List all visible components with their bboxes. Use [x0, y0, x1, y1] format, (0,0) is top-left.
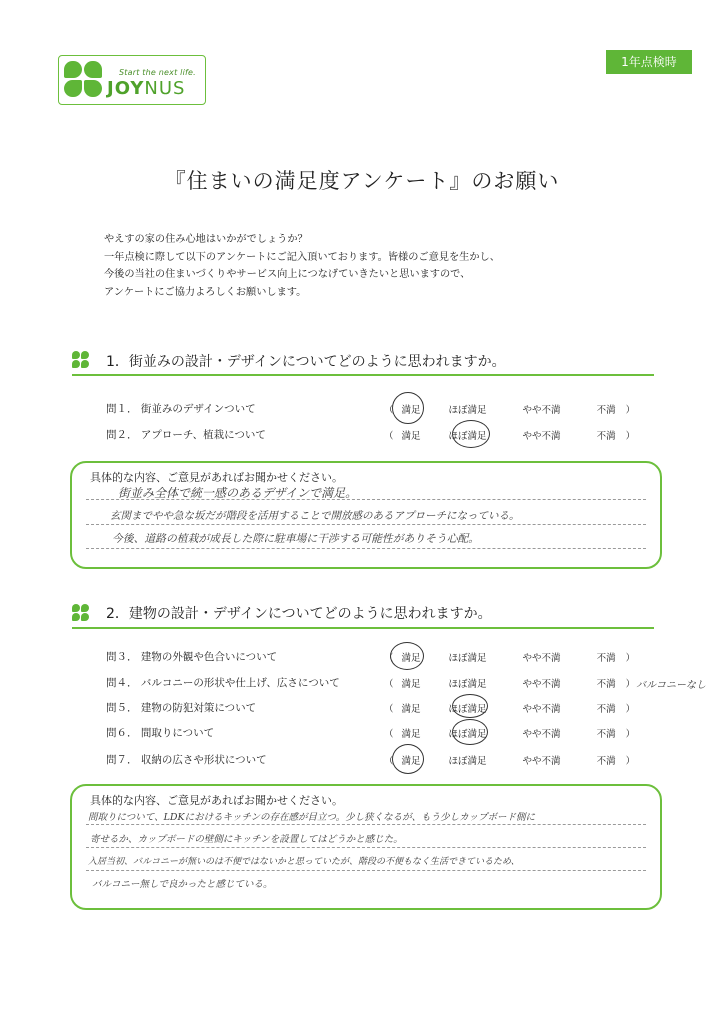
question-3: 問３． 建物の外観や色合いについて [106, 651, 278, 663]
comment-line-2-1: 間取りについて、LDKにおけるキッチンの存在感が目立つ。少し狭くなるが、もう少しカップボード側に [88, 812, 536, 823]
question-1: 問１． 街並みのデザインついて [106, 403, 256, 415]
comment-rule [86, 847, 646, 848]
comment-line-2-2: 寄せるか、カップボードの壁側にキッチンを設置してはどうかと感じた。 [90, 834, 403, 845]
comment-rule [86, 524, 646, 525]
options-row-3[interactable]: （ 満足 ほぼ満足 やや不満 不満 ） [384, 653, 636, 664]
side-note-balcony: バルコニーなし [636, 680, 706, 691]
intro-line: アンケートにご協力よろしくお願いします。 [104, 286, 307, 298]
intro-line: 一年点検に際して以下のアンケートにご記入頂いております。皆様のご意見を生かし、 [104, 251, 500, 263]
company-logo [58, 55, 206, 105]
question-6: 問６． 間取りについて [106, 727, 215, 739]
comment-line-1-2: 玄関までやや急な坂だが階段を活用することで開放感のあるアプローチになっている。 [110, 510, 520, 522]
inspection-badge: 1年点検時 [606, 50, 692, 74]
comment-rule [86, 824, 646, 825]
options-row-5[interactable]: （ 満足 ほぼ満足 やや不満 不満 ） [384, 704, 636, 715]
comment-line-1-1: 街並み全体で統一感のあるデザインで満足。 [118, 486, 358, 500]
comment-line-2-3: 入居当初、バルコニーが無いのは不便ではないかと思っていたが、階段の不便もなく生活できているため、 [88, 857, 520, 867]
section2-heading: 2．建物の設計・デザインについてどのように思われますか。 [106, 606, 492, 622]
answer-mark-q1 [392, 392, 424, 424]
intro-line: 今後の当社の住まいづくりやサービス向上につなげていきたいと思いますので、 [104, 269, 471, 280]
question-5: 問５． 建物の防犯対策について [106, 702, 257, 714]
question-4: 問４． バルコニーの形状や仕上げ、広さについて [106, 677, 340, 689]
answer-mark-q5 [452, 694, 488, 718]
clover-bullet-icon [72, 351, 90, 369]
logo-wordmark: JOYNUS [107, 78, 186, 99]
section1-underline [72, 374, 654, 376]
comment-rule [86, 870, 646, 871]
section1-heading: 1．街並みの設計・デザインについてどのように思われますか。 [106, 354, 506, 370]
logo-tagline: Start the next life. [119, 68, 196, 77]
question-2: 問２． アプローチ、植栽について [106, 429, 266, 441]
answer-mark-q6 [452, 719, 488, 745]
comment-rule [86, 548, 646, 549]
answer-mark-q2 [452, 420, 490, 448]
options-row-2[interactable]: （ 満足 ほぼ満足 やや不満 不満 ） [384, 431, 636, 442]
clover-bullet-icon [72, 604, 90, 622]
comment-line-1-3: 今後、道路の植栽が成長した際に駐車場に干渉する可能性がありそう心配。 [112, 532, 480, 545]
comment-label-1: 具体的な内容、ご意見があればお聞かせください。 [90, 471, 343, 484]
answer-mark-q3 [390, 642, 424, 670]
options-row-1[interactable]: （ 満足 ほぼ満足 やや不満 不満 ） [384, 405, 636, 416]
section2-underline [72, 627, 654, 629]
clover-icon [64, 61, 104, 99]
intro-text [104, 231, 500, 301]
options-row-6[interactable]: （ 満足 ほぼ満足 やや不満 不満 ） [384, 729, 636, 740]
answer-mark-q7 [392, 744, 424, 774]
page-title: 『住まいの満足度アンケート』のお願い [164, 169, 560, 193]
comment-line-2-4: バルコニー無しで良かったと感じている。 [92, 879, 273, 890]
intro-line: やえすの家の住み心地はいかがでしょうか？ [104, 234, 308, 245]
options-row-4[interactable]: （ 満足 ほぼ満足 やや不満 不満 ） [384, 679, 636, 690]
question-7: 問７． 収納の広さや形状について [106, 754, 267, 766]
options-row-7[interactable]: （ 満足 ほぼ満足 やや不満 不満 ） [384, 756, 636, 767]
comment-label-2: 具体的な内容、ご意見があればお聞かせください。 [90, 794, 343, 807]
